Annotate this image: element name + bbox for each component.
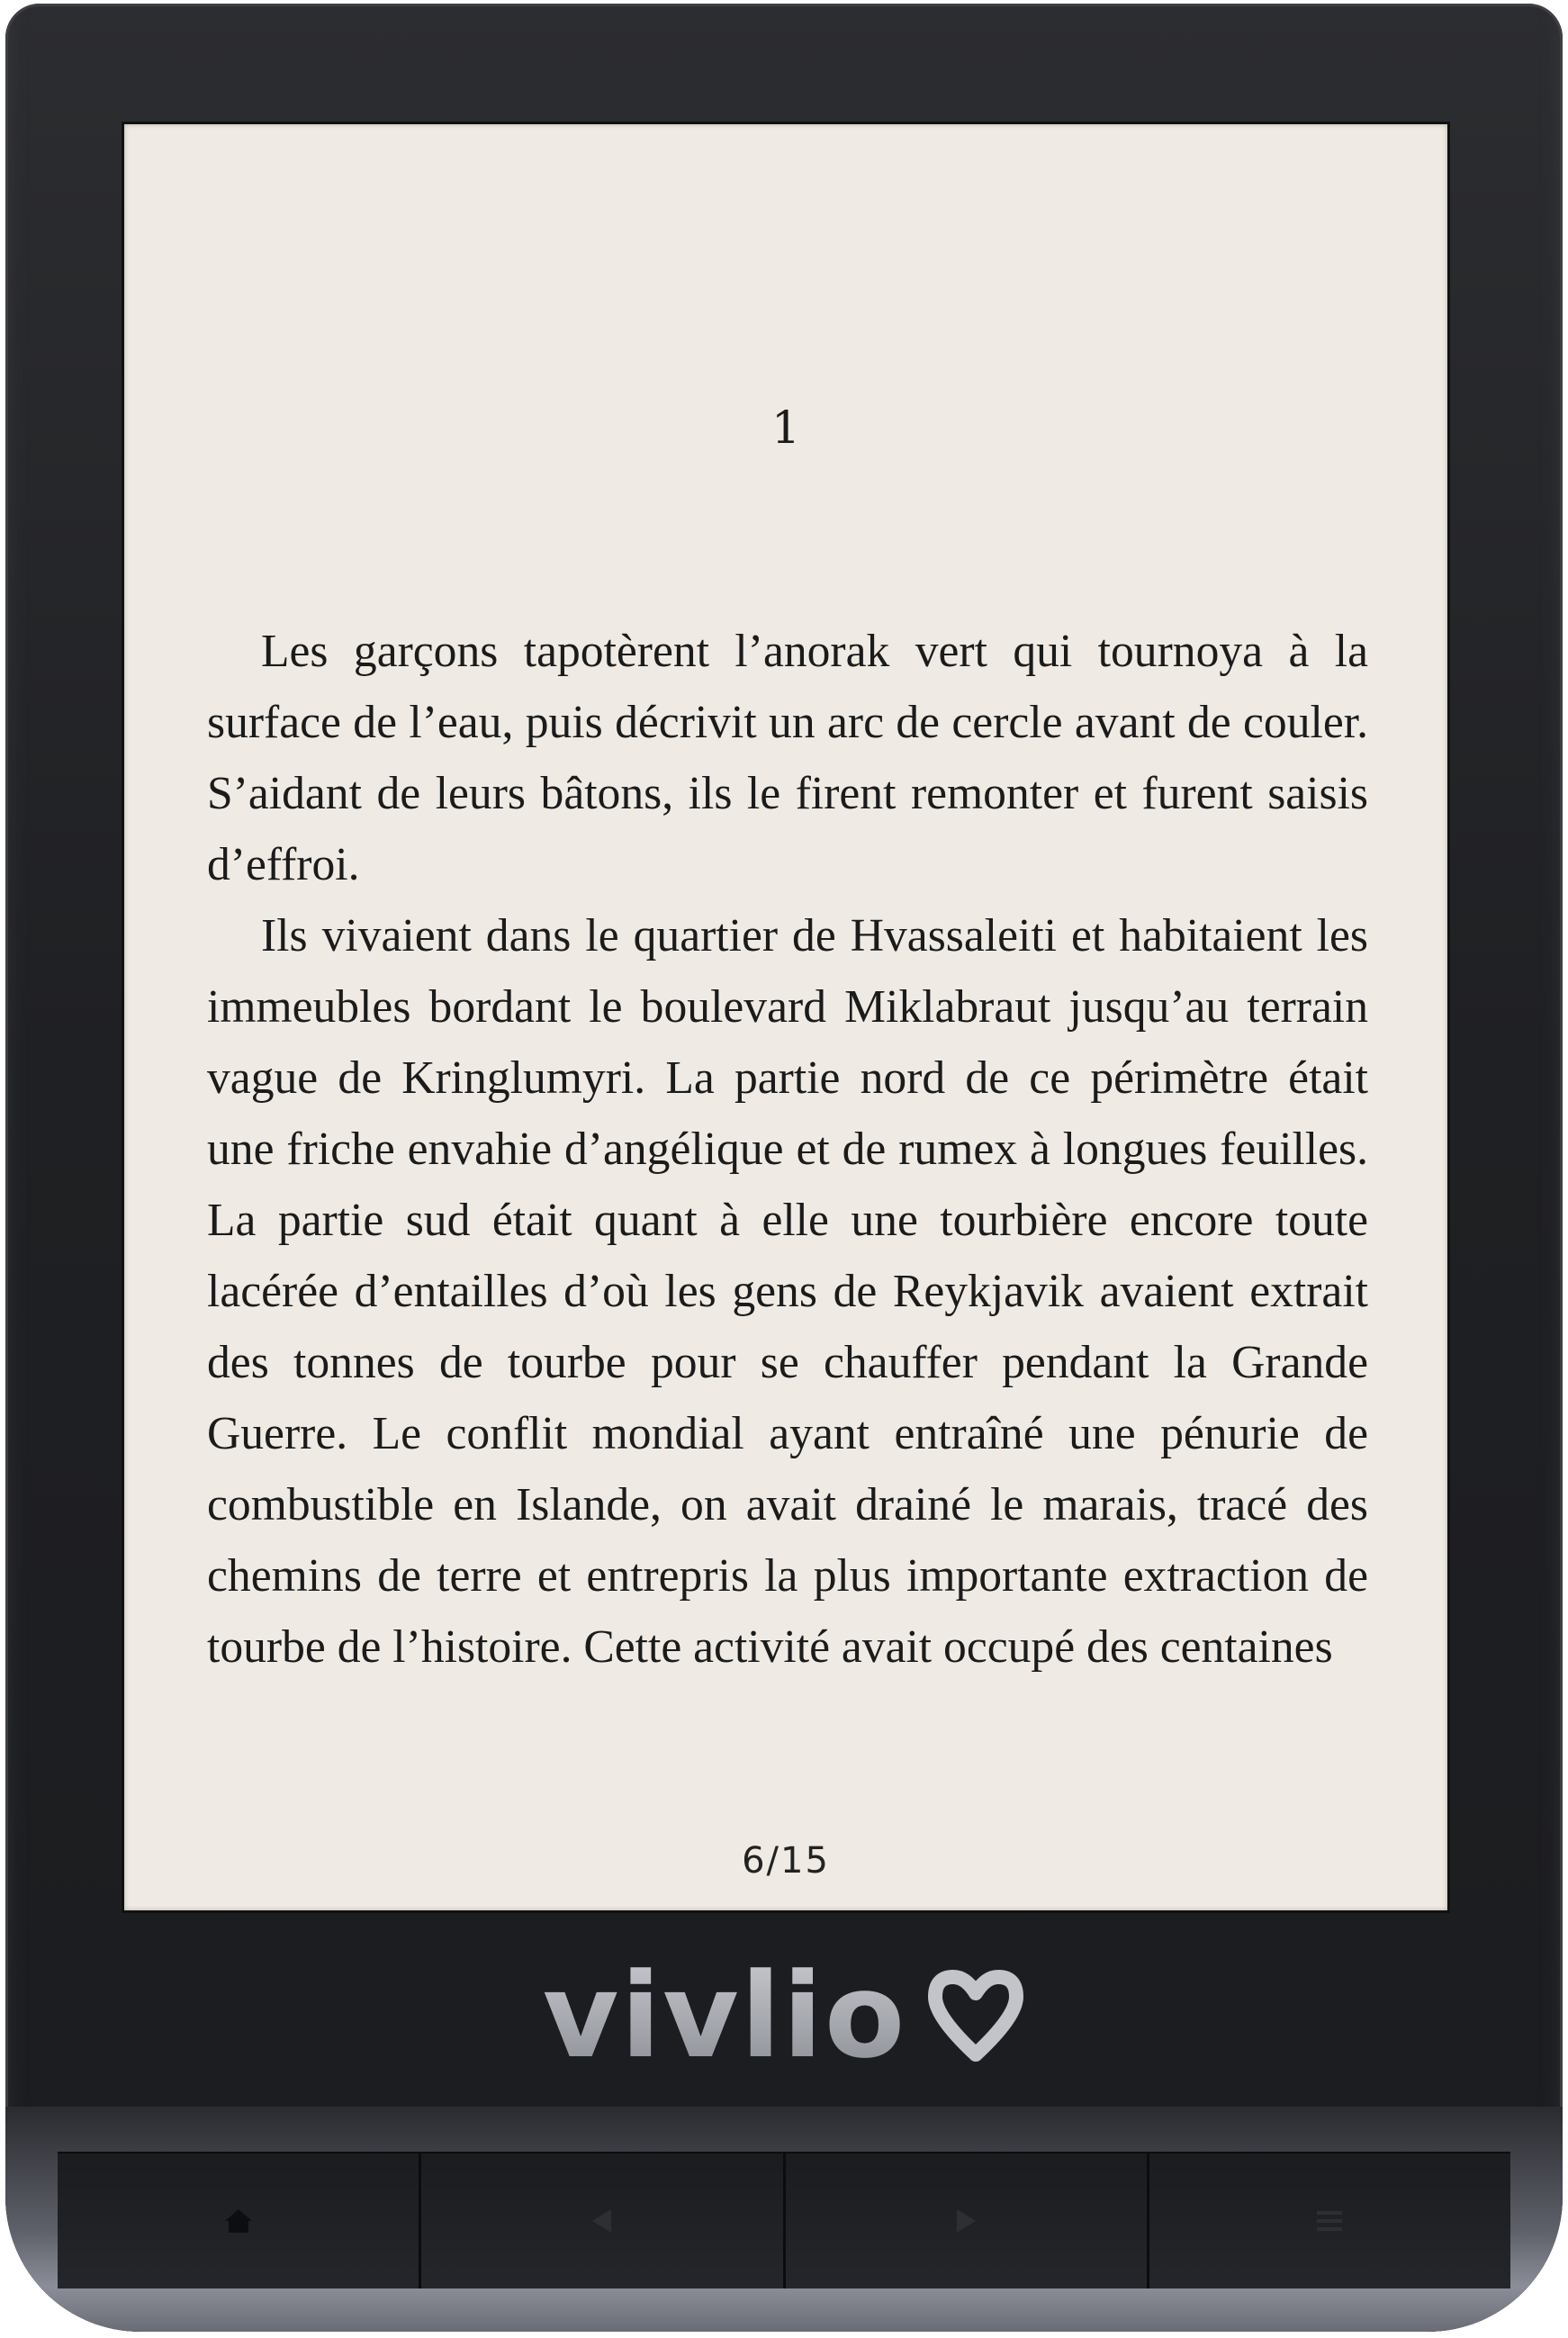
page-forward-button[interactable]	[786, 2153, 1149, 2288]
chapter-number: 1	[771, 402, 800, 454]
page-back-button[interactable]	[421, 2153, 785, 2288]
menu-button[interactable]	[1149, 2153, 1510, 2288]
eink-screen[interactable]	[124, 124, 1447, 1910]
book-text	[207, 616, 1368, 1683]
triangle-right-icon	[948, 2203, 984, 2239]
ereader-device	[5, 4, 1563, 2332]
page-indicator: 6/15	[742, 1840, 830, 1882]
brand-logo	[5, 1948, 1563, 2083]
brand-wordmark: vivlio	[542, 1947, 907, 2084]
home-button[interactable]	[58, 2153, 421, 2288]
triangle-left-icon	[584, 2203, 620, 2239]
menu-icon	[1311, 2203, 1347, 2239]
hardware-button-bar	[58, 2152, 1510, 2288]
paragraph: Ils vivaient dans le quartier de Hvassaleiti et habitaient les immeubles bordant le boulevard Miklabraut jusqu’au terrain vague de Kringlumyri. La partie nord de ce périmètre était une friche envahie d’angélique et de rumex à longues feuilles. La partie sud était quant à elle une tourbière encore toute lacérée d’entailles d’où les gens de Reykjavik avaient extrait des tonnes de tourbe pour se chauffer pendant la Grande Guerre. Le conflit mondial ayant entraîné une pénurie de combustible en Islande, on avait drainé le marais, tracé des chemins de terre et entrepris la plus importante extraction de tourbe de l’histoire. Cette activité avait occupé des centaines	[207, 910, 1368, 1673]
heart-check-icon	[926, 1966, 1025, 2065]
home-icon	[221, 2203, 257, 2239]
paragraph: Les garçons tapotèrent l’anorak vert qui tournoya à la surface de l’eau, puis décrivit un arc de cercle avant de couler. S’aidant de leurs bâtons, ils le firent remonter et furent saisis d’effroi.	[207, 626, 1368, 890]
